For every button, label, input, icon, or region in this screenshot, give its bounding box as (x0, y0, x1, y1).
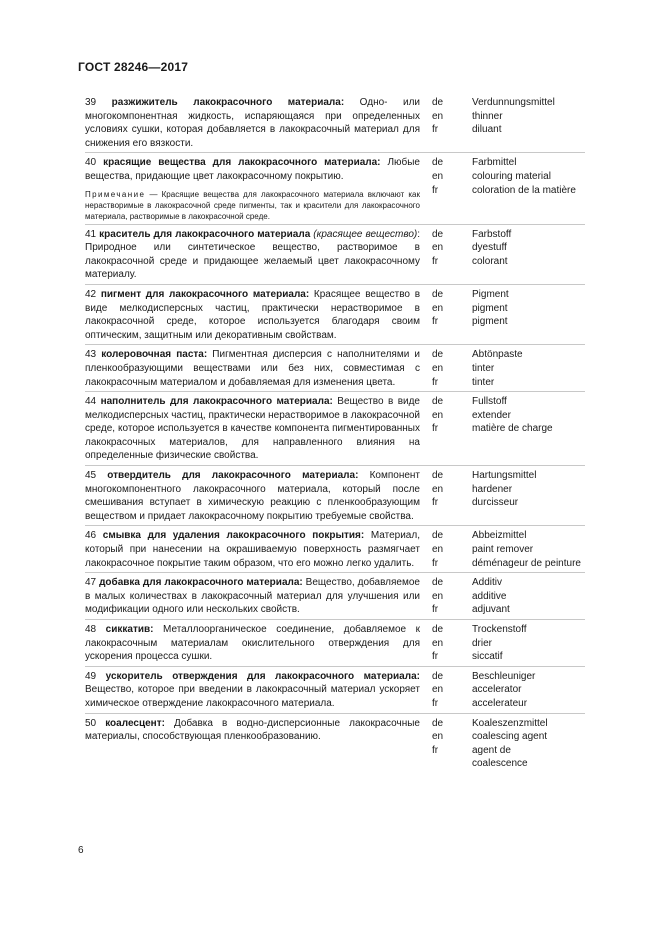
translation: diluant (472, 124, 502, 136)
translation: accelerator (472, 684, 522, 696)
term-name: ускоритель отверждения для лакокрасочного материала: (105, 670, 420, 682)
language-codes (420, 348, 472, 389)
translation: colouring material (472, 170, 551, 182)
term-number: 43 (85, 349, 97, 361)
lang-code: de (432, 470, 444, 482)
translation: hardener (472, 483, 513, 495)
term-definition-text: Пигментная дисперсия с наполнителями и пленкообразующими веществами или без них, совместимая с лакокрасочным материалом и добавляемая для изменения цвета. (85, 349, 420, 388)
lang-code: fr (432, 497, 439, 509)
translation: Trockenstoff (472, 624, 527, 635)
term-number: 42 (85, 288, 97, 300)
term-definition (85, 717, 420, 771)
lang-code: de (432, 577, 444, 589)
term-definition-text: Материал, который при нанесении на окрашиваемую поверхность размягчает лакокрасочное покрытие таким образом, что его можно легко удалить. (85, 530, 420, 569)
term-definition-text: Компонент многокомпонентного лакокрасочного материала, который после смешивания вступает в химическую реакцию с пленкообразующим веществом и придает лакокрасочному покрытию требуемые свойства. (85, 470, 421, 522)
language-codes (420, 228, 472, 282)
translation: Farbstoff (472, 228, 512, 240)
term-entry-49 (85, 666, 585, 713)
lang-code: de (432, 228, 444, 240)
lang-code: de (432, 624, 444, 635)
term-definition-text: Добавка в водно-дисперсионные лакокрасочные материалы, способствующая пленкообразованию. (85, 717, 420, 743)
term-definition (85, 156, 420, 221)
lang-code: fr (432, 316, 439, 328)
translations (472, 348, 585, 389)
translation: pigment (472, 316, 508, 328)
term-entry-40 (85, 152, 585, 223)
lang-code: de (432, 97, 444, 108)
translation: accelerateur (472, 697, 528, 709)
lang-code: de (432, 396, 444, 408)
lang-code: fr (432, 184, 439, 196)
term-name: краситель для лакокрасочного материала (99, 228, 311, 240)
term-number: 41 (85, 228, 97, 240)
term-definition-text: Металлоорганическое соединение, добавляемое к лакокрасочным материалам окислительного отверждения для ускорения процесса сушки. (85, 624, 420, 663)
term-entry-43 (85, 344, 585, 391)
translation: Koaleszenzmittel (472, 717, 548, 729)
note-text: — Красящие вещества для лакокрасочного материала включают как нерастворимые в лакокрасочной среде пигменты, так и красители для лакокрасочного материала, растворимые в лакокрасочной среде. (85, 189, 420, 221)
term-definition (85, 288, 420, 342)
term-definition-text: Вещество в виде мелкодисперсных частиц, практически нерастворимое в лакокрасочной среде, которое используется в качестве компонента пигментированных лакокрасочных материалов, для направленного влияния на определенные физические свойства. (85, 396, 420, 462)
term-definition-text: Одно- или многокомпонентная жидкость, испаряющаяся при определенных условиях сушки, которая добавляется в лакокрасочный материал для снижения его вязкости. (85, 97, 421, 149)
translation: colorant (472, 255, 508, 267)
translation: coalescence (472, 758, 528, 770)
document-header: ГОСТ 28246—2017 (78, 60, 189, 74)
lang-code: en (432, 302, 444, 314)
translations (472, 469, 585, 523)
translation: extender (472, 409, 511, 421)
translation: Beschleuniger (472, 670, 536, 682)
translation: matière de charge (472, 423, 553, 435)
translation: Farbmittel (472, 157, 517, 169)
translation: paint remover (472, 544, 534, 556)
term-definition (85, 576, 420, 617)
translation: Abbeizmittel (472, 530, 527, 542)
term-name: сиккатив: (105, 624, 154, 635)
language-codes (420, 96, 472, 150)
lang-code: en (432, 731, 444, 743)
translation: additive (472, 590, 507, 602)
language-codes (420, 670, 472, 711)
translation: adjuvant (472, 604, 510, 616)
translation: dyestuff (472, 242, 507, 254)
lang-code: de (432, 288, 444, 300)
lang-code: en (432, 544, 444, 556)
translations (472, 717, 585, 771)
term-name: разжижитель лакокрасочного материала: (111, 97, 345, 108)
term-name: наполнитель для лакокрасочного материала: (100, 396, 333, 408)
lang-code: en (432, 362, 444, 374)
lang-code: fr (432, 651, 439, 663)
lang-code: de (432, 530, 444, 542)
lang-code: en (432, 242, 444, 254)
term-number: 47 (85, 577, 97, 589)
translation: durcisseur (472, 497, 519, 509)
language-codes (420, 156, 472, 221)
term-synonym: (красящее вещество) (310, 228, 418, 240)
lang-code: en (432, 483, 444, 495)
term-definition-text: : Природное или синтетическое вещество, растворимое в лакокрасочной среде и придающее желаемый цвет лакокрасочному материалу. (85, 228, 421, 281)
term-entry-45 (85, 465, 585, 525)
page-number: 6 (78, 845, 84, 856)
note-label: Примечание (85, 189, 146, 199)
lang-code: fr (432, 744, 439, 756)
translations (472, 228, 585, 282)
translations (472, 623, 585, 664)
lang-code: de (432, 157, 444, 169)
term-list (85, 93, 585, 773)
translation: Verdunnungsmittel (472, 97, 555, 108)
term-entry-42 (85, 284, 585, 344)
lang-code: en (432, 170, 444, 182)
lang-code: en (432, 684, 444, 696)
translation: Pigment (472, 288, 509, 300)
term-number: 39 (85, 97, 97, 108)
translations (472, 156, 585, 221)
language-codes (420, 529, 472, 570)
term-definition (85, 228, 420, 282)
term-definition (85, 670, 420, 711)
lang-code: de (432, 717, 444, 729)
language-codes (420, 623, 472, 664)
translation: tinter (472, 376, 495, 388)
translations (472, 288, 585, 342)
translations (472, 529, 585, 570)
translation: Abtönpaste (472, 349, 523, 361)
term-name: колеровочная паста: (101, 349, 208, 361)
lang-code: en (432, 110, 444, 122)
term-name: отвердитель для лакокрасочного материала: (107, 470, 359, 482)
lang-code: de (432, 349, 444, 361)
term-entry-50 (85, 713, 585, 773)
term-definition (85, 348, 420, 389)
term-number: 48 (85, 624, 97, 635)
term-name: смывка для удаления лакокрасочного покрытия: (102, 530, 365, 542)
lang-code: fr (432, 557, 439, 569)
translation: pigment (472, 302, 508, 314)
translations (472, 395, 585, 463)
term-definition-text: Красящее вещество в виде мелкодисперсных частиц, практически нерастворимое в лакокрасочной среде, которое используется благодаря своим оптическим, защитным или декоративным свойствам. (85, 288, 421, 341)
term-note (85, 189, 420, 222)
lang-code: en (432, 409, 444, 421)
lang-code: de (432, 670, 444, 682)
term-name: коалесцент: (105, 717, 165, 729)
term-definition (85, 395, 420, 463)
term-name: пигмент для лакокрасочного материала: (100, 288, 310, 300)
language-codes (420, 576, 472, 617)
term-number: 46 (85, 530, 97, 542)
term-name: красящие вещества для лакокрасочного материала: (103, 157, 381, 169)
term-entry-39 (85, 93, 585, 152)
lang-code: en (432, 590, 444, 602)
lang-code: fr (432, 604, 439, 616)
term-definition (85, 469, 420, 523)
translation: Additiv (472, 577, 503, 589)
term-definition-text: Вещество, которое при введении в лакокрасочный материал ускоряет химическое отверждение лакокрасочного материала. (85, 684, 420, 709)
translation: thinner (472, 110, 503, 122)
term-number: 45 (85, 470, 97, 482)
lang-code: fr (432, 124, 439, 136)
term-definition (85, 96, 420, 150)
language-codes (420, 469, 472, 523)
term-entry-46 (85, 525, 585, 572)
language-codes (420, 717, 472, 771)
language-codes (420, 395, 472, 463)
translation: Fullstoff (472, 396, 507, 408)
translation: coalescing agent (472, 731, 548, 743)
translation: tinter (472, 362, 495, 374)
translation: agent de (472, 744, 511, 756)
term-name: добавка для лакокрасочного материала: (99, 577, 303, 589)
term-entry-48 (85, 619, 585, 666)
term-entry-44 (85, 391, 585, 465)
language-codes (420, 288, 472, 342)
term-number: 44 (85, 396, 97, 408)
translations (472, 96, 585, 150)
translation: drier (472, 637, 493, 649)
lang-code: fr (432, 376, 439, 388)
term-number: 40 (85, 157, 97, 169)
term-number: 50 (85, 717, 97, 729)
term-number: 49 (85, 670, 97, 682)
term-definition-text: Вещество, добавляемое в малых количествах в лакокрасочный материал для улучшения или модификации одного или нескольких свойств. (85, 577, 420, 616)
translation: coloration de la matière (472, 184, 576, 196)
translations (472, 576, 585, 617)
translation: déménageur de peinture (472, 557, 581, 569)
translation: Hartungsmittel (472, 470, 537, 482)
lang-code: en (432, 637, 444, 649)
term-definition (85, 623, 420, 664)
term-entry-41 (85, 224, 585, 284)
translation: siccatif (472, 651, 503, 663)
term-entry-47 (85, 572, 585, 619)
term-definition (85, 529, 420, 570)
lang-code: fr (432, 697, 439, 709)
term-definition-text: Любые вещества, придающие цвет лакокрасочному покрытию. (85, 157, 420, 182)
translations (472, 670, 585, 711)
lang-code: fr (432, 423, 439, 435)
lang-code: fr (432, 255, 439, 267)
